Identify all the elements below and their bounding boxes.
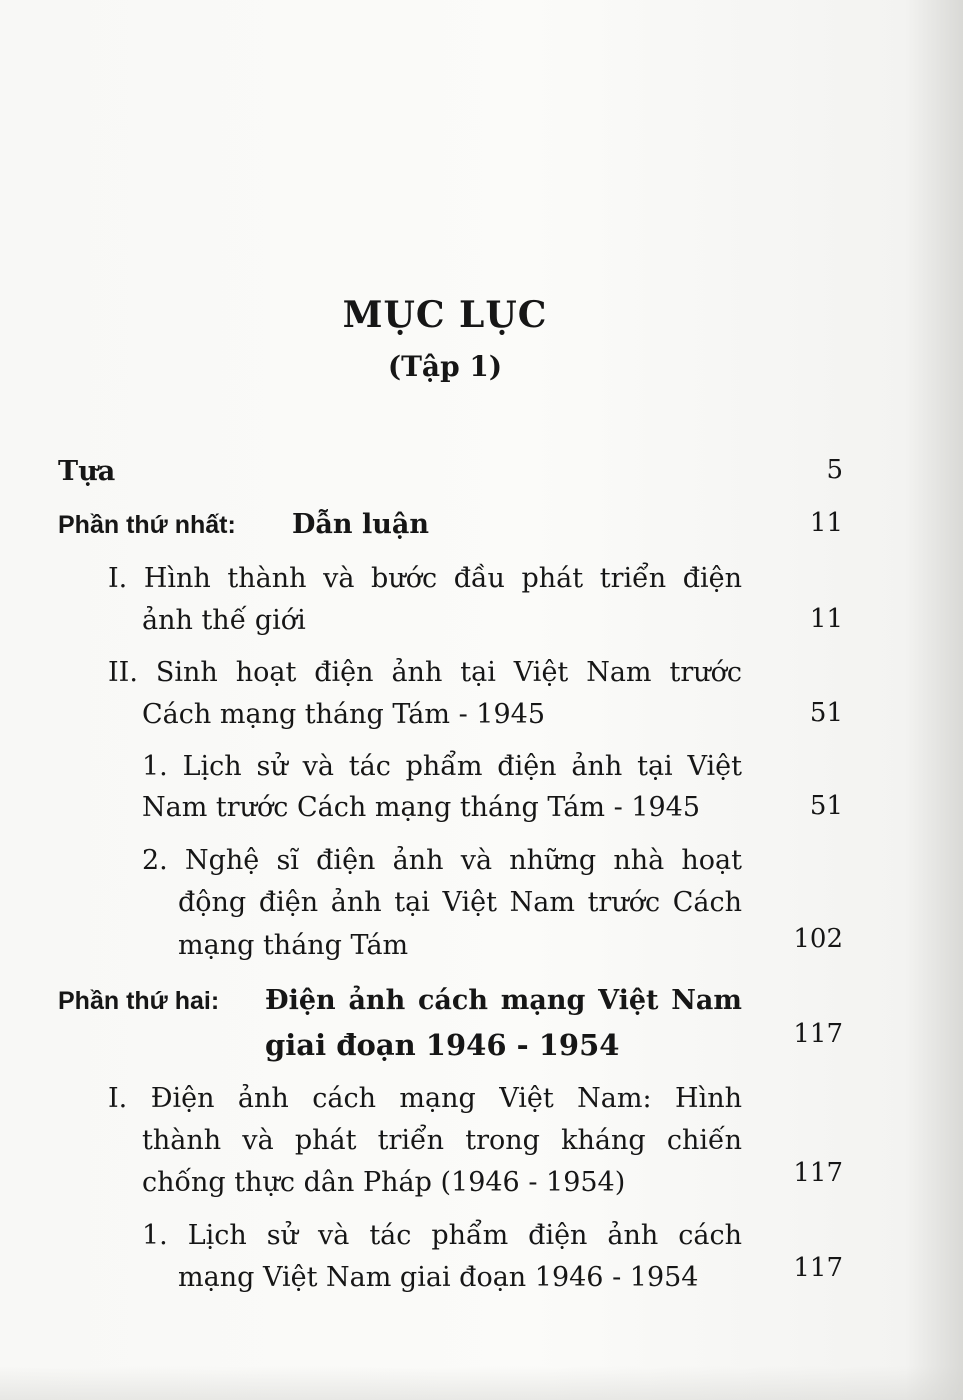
part2-title-line-2: giai đoạn 1946 - 1954 xyxy=(265,1028,620,1062)
part1-subsection-2-line-1: 2. Nghệ sĩ điện ảnh và những nhà hoạt xyxy=(142,845,742,876)
part2-subsection-1-line-1: 1. Lịch sử và tác phẩm điện ảnh cách xyxy=(142,1220,742,1251)
toc-entry-preface-title: Tựa xyxy=(58,456,116,487)
part1-section-1-line-2: ảnh thế giới xyxy=(142,605,306,636)
page-title: MỤC LỤC xyxy=(342,294,548,336)
part1-subsection-2-line-3: mạng tháng Tám xyxy=(178,930,409,961)
volume-subtitle: (Tập 1) xyxy=(387,350,503,383)
part2-section-1-line-3: chống thực dân Pháp (1946 - 1954) xyxy=(142,1167,626,1198)
part1-section-2-line-1: II. Sinh hoạt điện ảnh tại Việt Nam trước xyxy=(108,657,742,688)
part1-label: Phần thứ nhất: xyxy=(58,511,236,539)
part2-section-1-line-1: I. Điện ảnh cách mạng Việt Nam: Hình xyxy=(108,1083,742,1114)
part2-page: 117 xyxy=(793,1019,843,1049)
part1-subsection-1-line-1: 1. Lịch sử và tác phẩm điện ảnh tại Việt xyxy=(142,751,742,782)
part2-subsection-1-line-2: mạng Việt Nam giai đoạn 1946 - 1954 xyxy=(178,1262,699,1293)
part1-section-2-line-2: Cách mạng tháng Tám - 1945 xyxy=(142,699,546,730)
page-bottom-edge xyxy=(0,1366,963,1400)
part1-subsection-2-line-2: động điện ảnh tại Việt Nam trước Cách xyxy=(178,887,742,918)
part2-section-1-line-2: thành và phát triển trong kháng chiến xyxy=(142,1125,742,1156)
part2-subsection-1-page: 117 xyxy=(793,1253,843,1283)
part1-section-1-page: 11 xyxy=(809,604,843,634)
part2-title-line-1: Điện ảnh cách mạng Việt Nam xyxy=(265,985,742,1016)
part1-section-1-line-1: I. Hình thành và bước đầu phát triển điện xyxy=(108,563,742,594)
part1-subsection-1-page: 51 xyxy=(809,791,843,821)
part1-page: 11 xyxy=(809,508,843,538)
part2-section-1-page: 117 xyxy=(793,1158,843,1188)
part1-subsection-1-line-2: Nam trước Cách mạng tháng Tám - 1945 xyxy=(142,792,701,823)
part1-title: Dẫn luận xyxy=(292,509,429,540)
toc-entry-preface-page: 5 xyxy=(826,455,843,485)
part1-subsection-2-page: 102 xyxy=(793,924,843,954)
part1-section-2-page: 51 xyxy=(809,698,843,728)
part2-label: Phần thứ hai: xyxy=(58,987,220,1015)
